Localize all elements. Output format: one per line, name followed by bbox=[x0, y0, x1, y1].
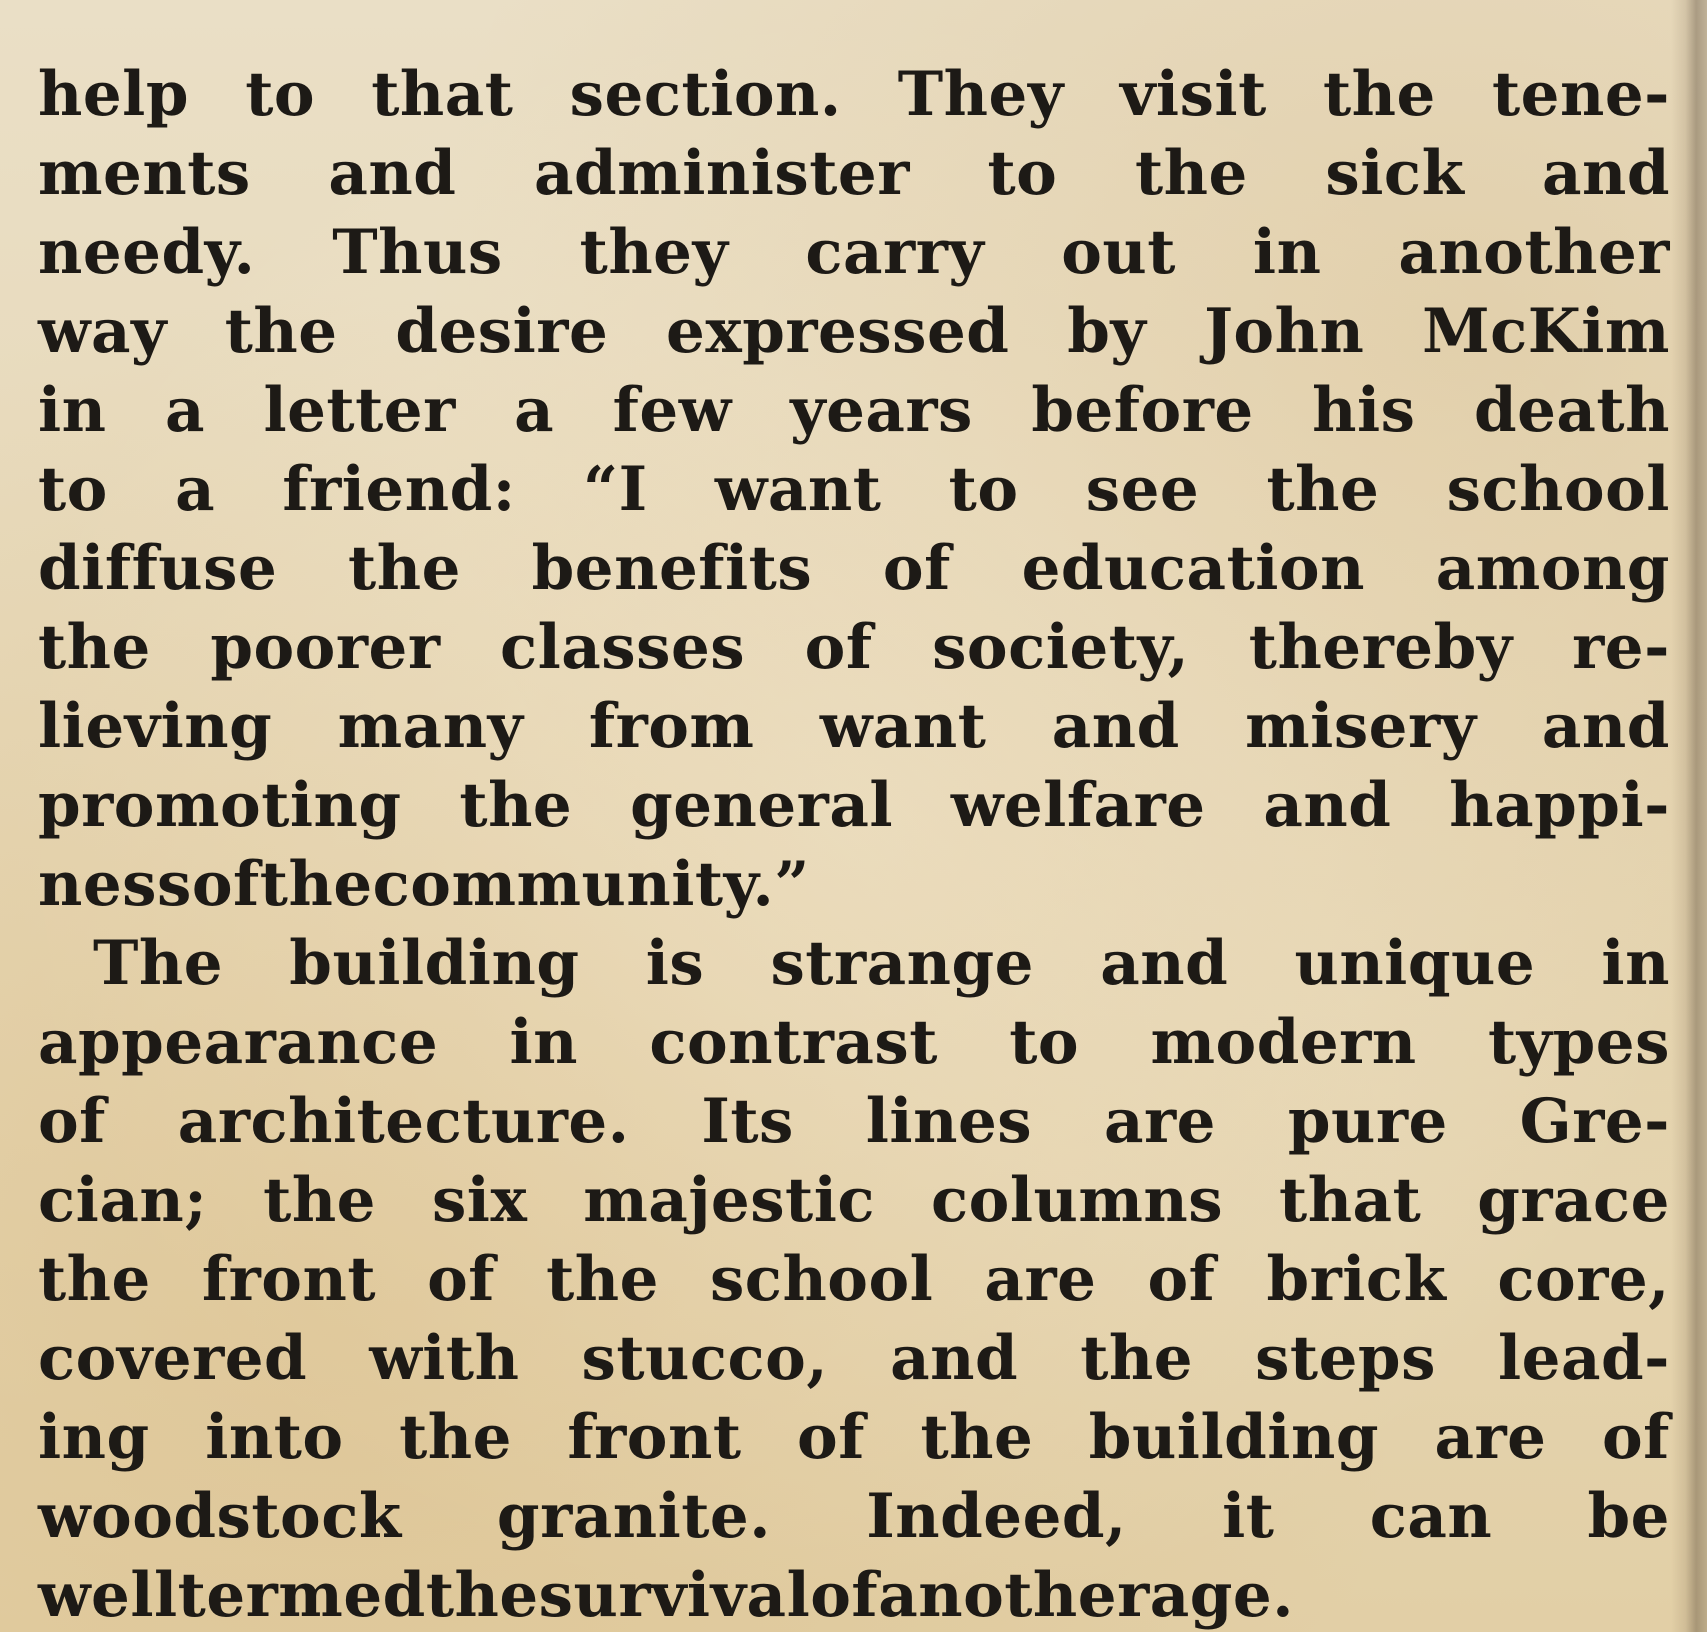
word: woodstock bbox=[38, 1481, 402, 1552]
word: happi- bbox=[1449, 770, 1670, 841]
word: the bbox=[348, 533, 461, 604]
word: McKim bbox=[1422, 296, 1670, 367]
word: years bbox=[790, 375, 973, 446]
word: re- bbox=[1572, 612, 1670, 683]
word: architecture. bbox=[177, 1086, 630, 1157]
word: strange bbox=[770, 928, 1034, 999]
word: John bbox=[1204, 296, 1365, 367]
word: the bbox=[546, 1244, 659, 1315]
word: is bbox=[645, 928, 705, 999]
word: of bbox=[1147, 1244, 1216, 1315]
word: front bbox=[201, 1244, 376, 1315]
word: and bbox=[1541, 691, 1670, 762]
word: ing bbox=[38, 1402, 150, 1473]
word: a bbox=[514, 375, 555, 446]
word: another bbox=[878, 1560, 1150, 1631]
word: the bbox=[1080, 1323, 1194, 1394]
word: stucco, bbox=[581, 1323, 829, 1394]
word: and bbox=[1263, 770, 1392, 841]
word: letter bbox=[263, 375, 456, 446]
text-line bbox=[38, 292, 1670, 371]
text-line bbox=[38, 1556, 1670, 1632]
word: majestic bbox=[583, 1165, 876, 1236]
word: needy. bbox=[38, 217, 256, 288]
word: a bbox=[175, 454, 216, 525]
word: classes bbox=[499, 612, 746, 683]
word: the bbox=[1134, 138, 1248, 209]
word: core, bbox=[1497, 1244, 1670, 1315]
text-line bbox=[38, 1082, 1670, 1161]
word: tene- bbox=[1492, 59, 1670, 130]
word: ments bbox=[38, 138, 251, 209]
word: to bbox=[987, 138, 1058, 209]
text-line bbox=[38, 608, 1670, 687]
word: the bbox=[259, 849, 373, 920]
word: appearance bbox=[38, 1007, 439, 1078]
word: contrast bbox=[649, 1007, 938, 1078]
word: lead- bbox=[1497, 1323, 1670, 1394]
text-line bbox=[38, 845, 1670, 924]
word: thereby bbox=[1248, 612, 1513, 683]
word: to bbox=[948, 454, 1019, 525]
word: “I bbox=[583, 454, 648, 525]
word: desire bbox=[395, 296, 609, 367]
word: with bbox=[369, 1323, 520, 1394]
word: of bbox=[882, 533, 951, 604]
word: can bbox=[1369, 1481, 1493, 1552]
word: many bbox=[337, 691, 524, 762]
word: the bbox=[920, 1402, 1034, 1473]
word: school bbox=[709, 1244, 934, 1315]
word: administer bbox=[533, 138, 910, 209]
word: in bbox=[38, 375, 107, 446]
word: the bbox=[38, 1244, 151, 1315]
word: the bbox=[224, 296, 338, 367]
text-line bbox=[38, 371, 1670, 450]
word: few bbox=[612, 375, 732, 446]
word: of bbox=[804, 612, 873, 683]
text-line bbox=[38, 924, 1670, 1003]
word: his bbox=[1312, 375, 1416, 446]
word: of bbox=[797, 1402, 865, 1473]
word: are bbox=[984, 1244, 1097, 1315]
word: poorer bbox=[210, 612, 441, 683]
text-line bbox=[38, 213, 1670, 292]
word: the bbox=[263, 1165, 376, 1236]
word: among bbox=[1435, 533, 1670, 604]
article-column bbox=[38, 55, 1670, 1632]
word: the bbox=[1322, 59, 1436, 130]
word: general bbox=[630, 770, 894, 841]
word: diffuse bbox=[38, 533, 278, 604]
word: of bbox=[38, 1086, 106, 1157]
text-line bbox=[38, 687, 1670, 766]
word: Thus bbox=[332, 217, 503, 288]
word: out bbox=[1061, 217, 1176, 288]
word: want bbox=[819, 691, 987, 762]
word: death bbox=[1473, 375, 1670, 446]
word: sick bbox=[1325, 138, 1465, 209]
word: see bbox=[1085, 454, 1200, 525]
word: Indeed, bbox=[866, 1481, 1127, 1552]
word: six bbox=[431, 1165, 528, 1236]
word: modern bbox=[1150, 1007, 1417, 1078]
word: steps bbox=[1255, 1323, 1436, 1394]
text-line bbox=[38, 1398, 1670, 1477]
word: to bbox=[245, 59, 316, 130]
text-line bbox=[38, 134, 1670, 213]
word: to bbox=[38, 454, 108, 525]
text-line bbox=[38, 1319, 1670, 1398]
word: covered bbox=[38, 1323, 308, 1394]
text-line bbox=[38, 1161, 1670, 1240]
word: they bbox=[579, 217, 729, 288]
word: in bbox=[1252, 217, 1322, 288]
text-line bbox=[38, 1003, 1670, 1082]
word: of bbox=[1601, 1402, 1670, 1473]
word: grace bbox=[1477, 1165, 1670, 1236]
word: are bbox=[1103, 1086, 1216, 1157]
word: community.” bbox=[372, 849, 810, 920]
word: the bbox=[459, 770, 573, 841]
word: in bbox=[509, 1007, 579, 1078]
word: of bbox=[810, 1560, 879, 1631]
word: misery bbox=[1245, 691, 1477, 762]
word: a bbox=[164, 375, 205, 446]
word: it bbox=[1222, 1481, 1275, 1552]
word: termed bbox=[177, 1560, 426, 1631]
word: the bbox=[425, 1560, 539, 1631]
word: want bbox=[714, 454, 882, 525]
word: into bbox=[205, 1402, 344, 1473]
word: the bbox=[38, 612, 151, 683]
word: promoting bbox=[38, 770, 402, 841]
word: brick bbox=[1266, 1244, 1447, 1315]
word: lieving bbox=[38, 691, 273, 762]
word: the bbox=[399, 1402, 512, 1473]
word: building bbox=[289, 928, 580, 999]
text-line bbox=[38, 766, 1670, 845]
word: education bbox=[1021, 533, 1365, 604]
word: expressed bbox=[666, 296, 1010, 367]
word: society, bbox=[932, 612, 1190, 683]
text-line bbox=[38, 1477, 1670, 1556]
word: survival bbox=[538, 1560, 811, 1631]
word: Its bbox=[701, 1086, 794, 1157]
text-line bbox=[38, 1240, 1670, 1319]
word: that bbox=[1279, 1165, 1422, 1236]
word: unique bbox=[1294, 928, 1536, 999]
word: Gre- bbox=[1519, 1086, 1670, 1157]
word: types bbox=[1488, 1007, 1670, 1078]
word: before bbox=[1031, 375, 1254, 446]
text-line bbox=[38, 529, 1670, 608]
word: to bbox=[1009, 1007, 1080, 1078]
word: school bbox=[1446, 454, 1670, 525]
word: columns bbox=[931, 1165, 1224, 1236]
column-rule bbox=[1671, 0, 1707, 1632]
word: benefits bbox=[531, 533, 813, 604]
word: building bbox=[1088, 1402, 1379, 1473]
word: the bbox=[1266, 454, 1380, 525]
word: welfare bbox=[950, 770, 1206, 841]
word: another bbox=[1398, 217, 1670, 288]
word: are bbox=[1434, 1402, 1547, 1473]
word: of bbox=[191, 849, 260, 920]
word: section. bbox=[569, 59, 842, 130]
word: The bbox=[93, 928, 224, 999]
word: and bbox=[328, 138, 457, 209]
word: They bbox=[897, 59, 1064, 130]
word: and bbox=[1100, 928, 1229, 999]
word: lines bbox=[865, 1086, 1033, 1157]
word: visit bbox=[1119, 59, 1267, 130]
word: cian; bbox=[38, 1165, 208, 1236]
word: granite. bbox=[496, 1481, 771, 1552]
word: from bbox=[588, 691, 755, 762]
word: of bbox=[427, 1244, 495, 1315]
word: carry bbox=[805, 217, 985, 288]
word: age. bbox=[1149, 1560, 1294, 1631]
word: and bbox=[1541, 138, 1670, 209]
word: pure bbox=[1287, 1086, 1448, 1157]
word: well bbox=[38, 1560, 178, 1631]
word: by bbox=[1067, 296, 1147, 367]
word: ness bbox=[38, 849, 192, 920]
word: and bbox=[1051, 691, 1180, 762]
word: and bbox=[890, 1323, 1019, 1394]
word: be bbox=[1587, 1481, 1670, 1552]
word: way bbox=[38, 296, 167, 367]
text-line bbox=[38, 450, 1670, 529]
word: help bbox=[38, 59, 189, 130]
word: friend: bbox=[282, 454, 516, 525]
word: in bbox=[1601, 928, 1670, 999]
word: front bbox=[567, 1402, 742, 1473]
word: that bbox=[371, 59, 514, 130]
text-line bbox=[38, 55, 1670, 134]
